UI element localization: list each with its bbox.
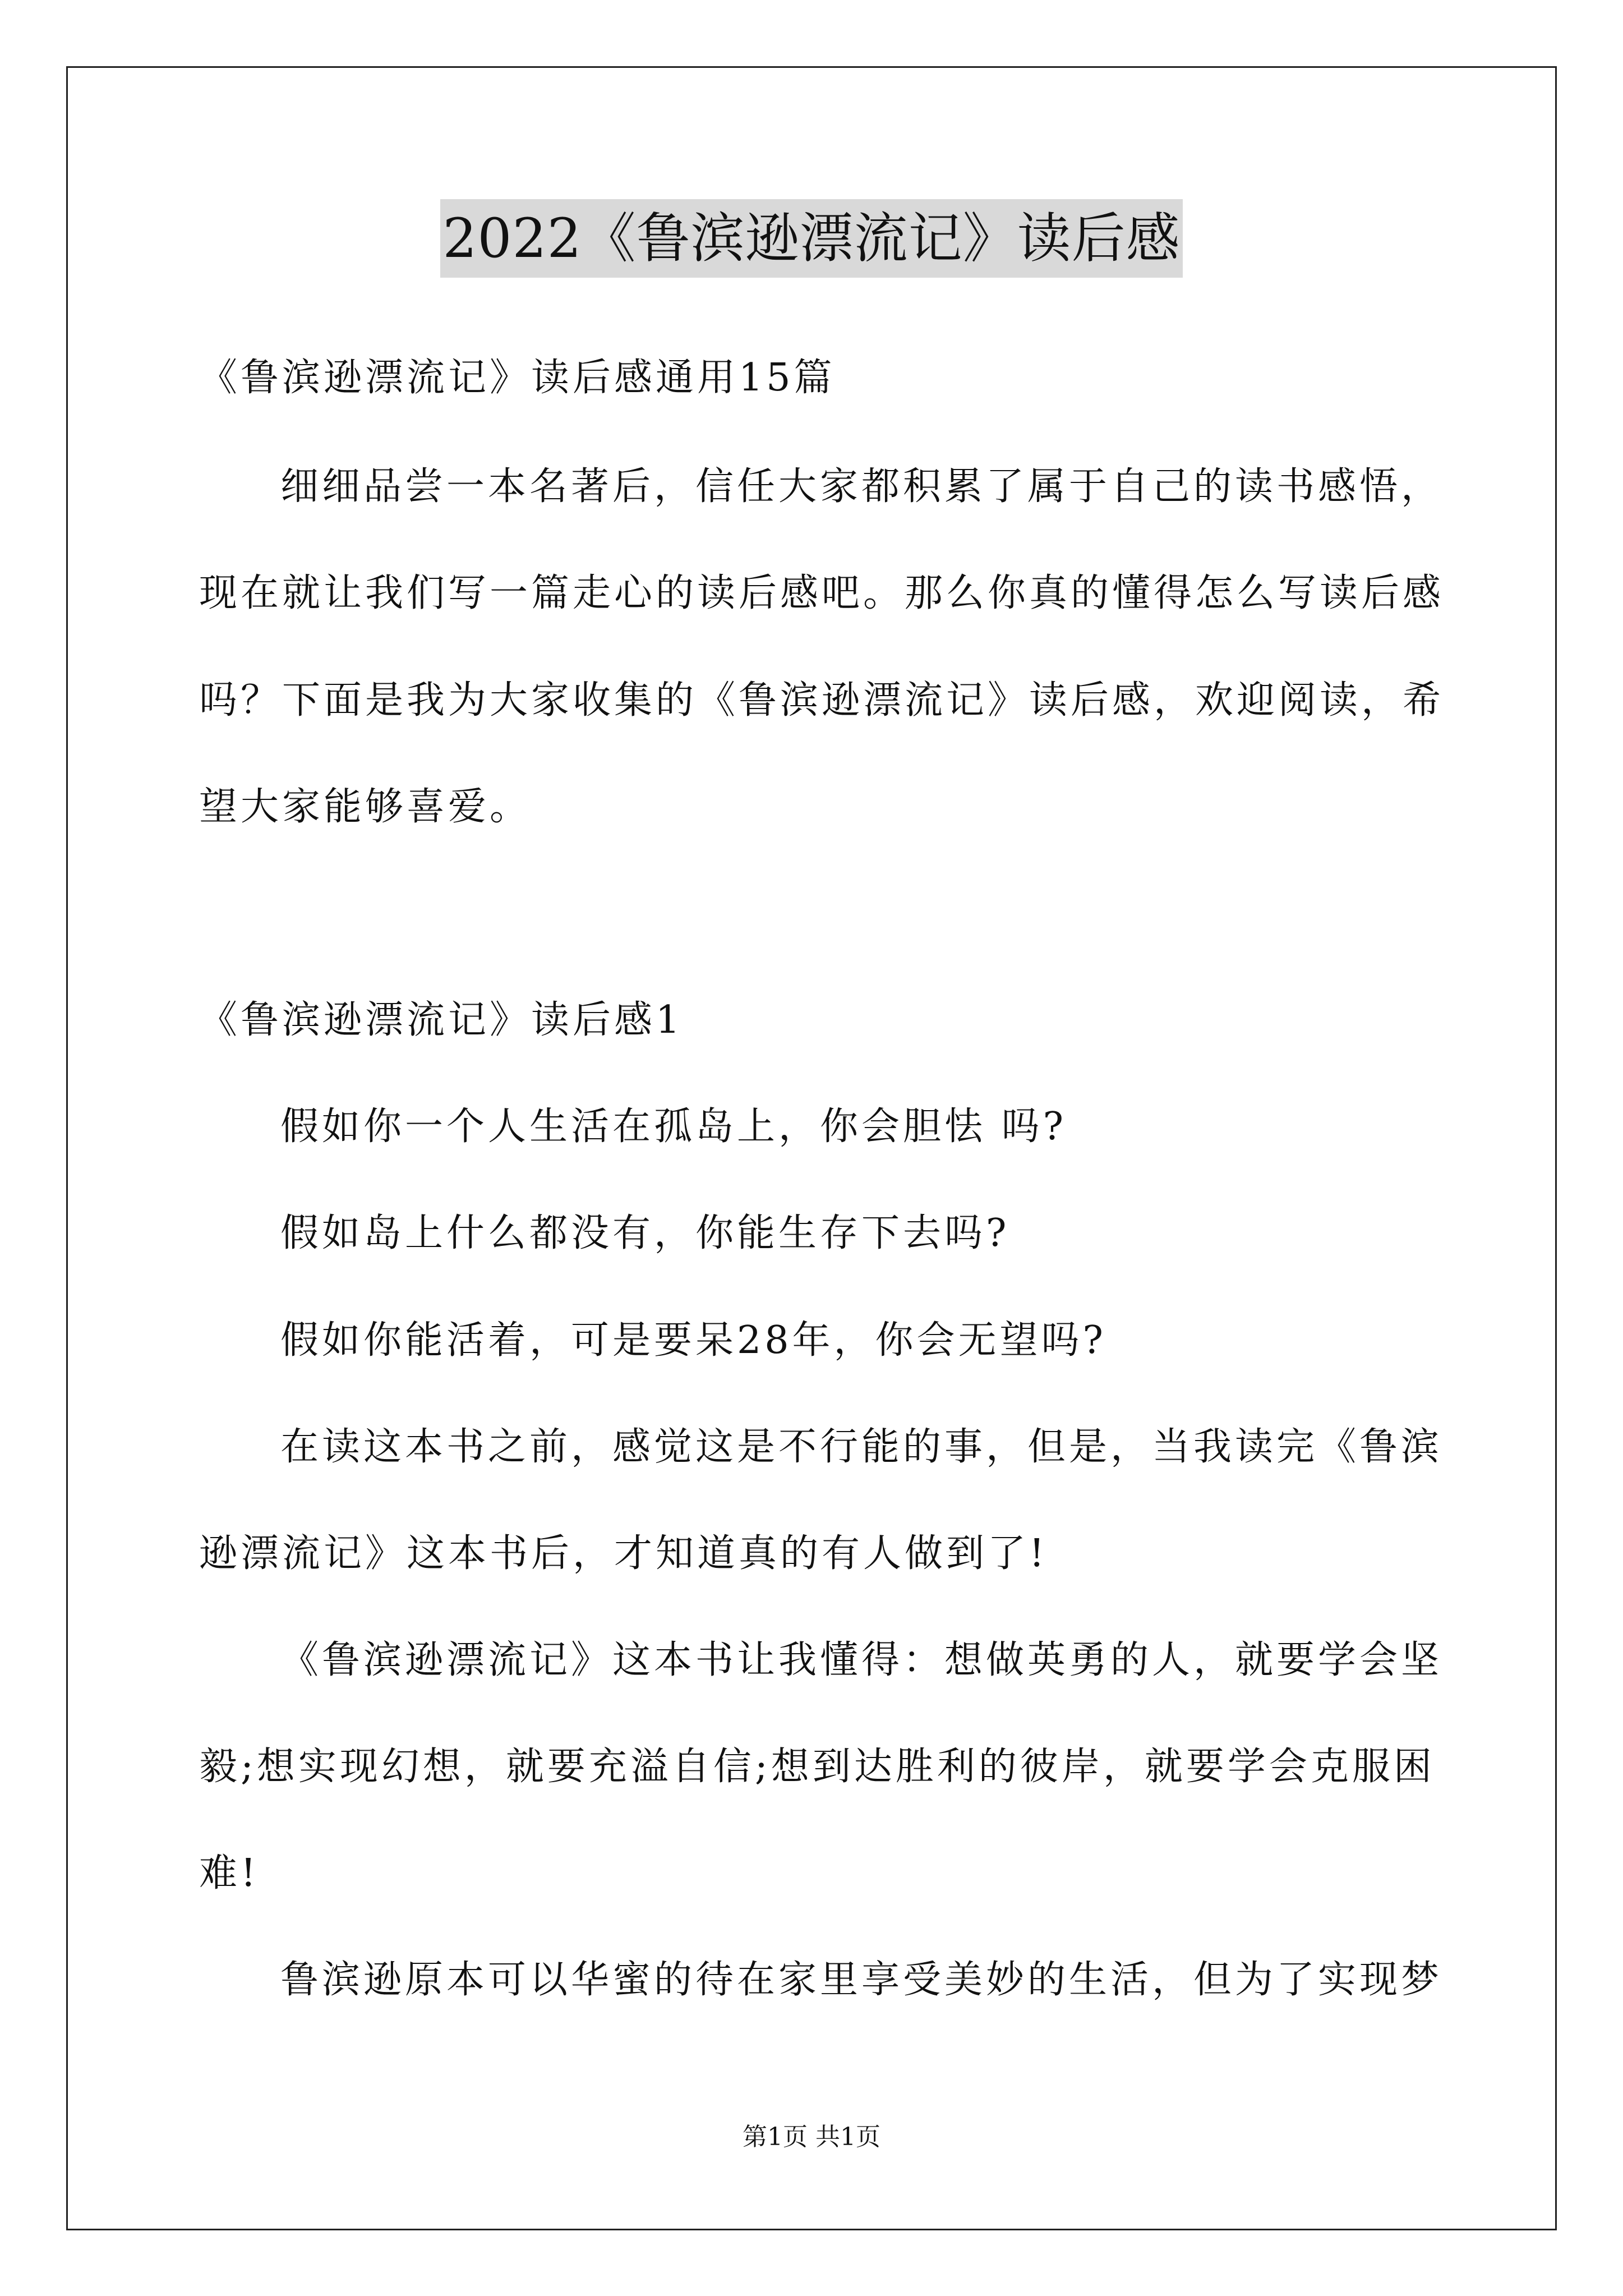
- intro-line: 细细品尝一本名著后，信任大家都积累了属于自己的读书感悟，: [280, 464, 1443, 509]
- body-line: 假如你能活着，可是要呆28年，你会无望吗?: [280, 1318, 1106, 1363]
- intro-line: 现在就让我们写一篇走心的读后感吧。那么你真的懂得怎么写读后感: [199, 571, 1445, 615]
- body-line: 假如你一个人生活在孤岛上，你会胆怯 吗?: [280, 1105, 1067, 1149]
- body-line: 逊漂流记》这本书后，才知道真的有人做到了!: [199, 1531, 1048, 1576]
- intro-line: 吗？下面是我为大家收集的《鲁滨逊漂流记》读后感，欢迎阅读，希: [199, 678, 1445, 723]
- body-line: 毅;想实现幻想，就要充溢自信;想到达胜利的彼岸，就要学会克服困: [199, 1745, 1435, 1789]
- intro-line: 望大家能够喜爱。: [199, 785, 532, 829]
- body-line: 难!: [199, 1851, 260, 1895]
- body-line: 鲁滨逊原本可以华蜜的待在家里享受美妙的生活，但为了实现梦: [280, 1958, 1443, 2002]
- section-heading: 《鲁滨逊漂流记》读后感1: [199, 998, 684, 1042]
- page-footer: 第1页 共1页: [743, 2123, 880, 2151]
- title-container: [0, 199, 1623, 278]
- document-subtitle: 《鲁滨逊漂流记》读后感通用15篇: [199, 356, 836, 400]
- document-title: 2022《鲁滨逊漂流记》读后感: [440, 199, 1182, 278]
- body-line: 《鲁滨逊漂流记》这本书让我懂得：想做英勇的人，就要学会坚: [280, 1638, 1443, 1682]
- body-line: 假如岛上什么都没有，你能生存下去吗?: [280, 1211, 1010, 1255]
- body-line: 在读这本书之前，感觉这是不行能的事，但是，当我读完《鲁滨: [280, 1425, 1443, 1469]
